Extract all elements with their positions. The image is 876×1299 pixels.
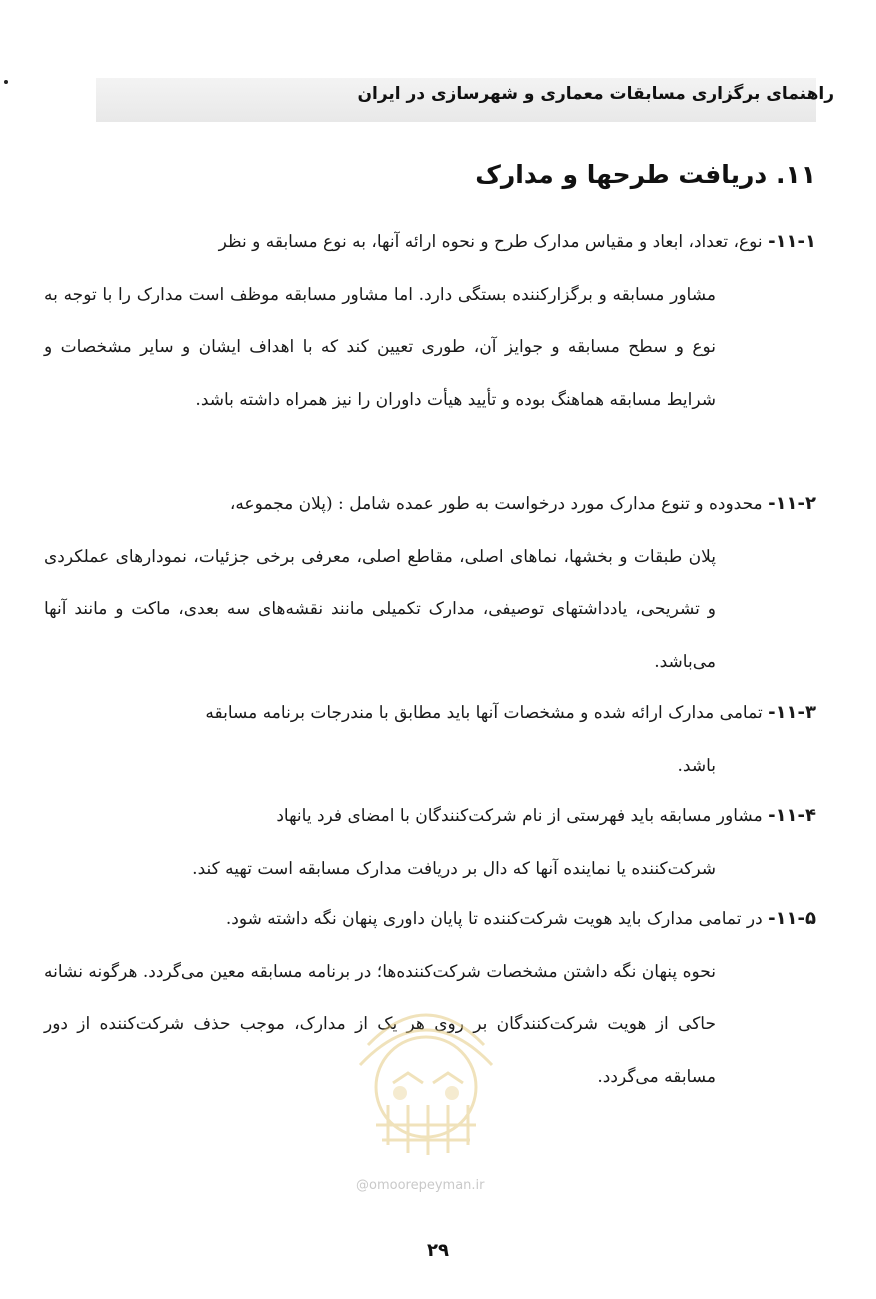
watermark-logo	[338, 975, 514, 1165]
clause-number: ۱۱-۵-	[768, 908, 816, 929]
clause-first-line: تمامی مدارک ارائه شده و مشخصات آنها باید مطابق با مندرجات برنامه مسابقه	[205, 703, 769, 723]
clause-text	[44, 687, 816, 792]
clause-11-4	[44, 790, 816, 895]
clause-continuation: باشد.	[677, 755, 716, 776]
clause-first-line: مشاور مسابقه باید فهرستی از نام شرکت‌کنندگان با امضای فرد یانهاد	[276, 806, 769, 826]
clause-text	[44, 790, 816, 895]
watermark-site: @omoorepeyman.ir	[356, 1178, 485, 1193]
clause-continuation: نحوه پنهان نگه داشتن مشخصات شرکت‌کننده‌ها؛ در برنامه مسابقه معین می‌گردد. هرگونه نشانه حاکی از هویت شرکت‌کنندگان بر روی هر یک از مدارک، موجب حذف شرکت‌کننده از دور مسابقه می‌گردد.	[44, 961, 716, 1087]
clause-text	[44, 478, 816, 688]
clause-11-2	[44, 478, 816, 688]
clause-11-1	[44, 216, 816, 426]
clause-number: ۱۱-۴-	[768, 805, 816, 826]
running-header: راهنمای برگزاری مسابقات معماری و شهرسازی در ایران	[357, 84, 834, 104]
clause-first-line: نوع، تعداد، ابعاد و مقیاس مدارک طرح و نحوه ارائه آنها، به نوع مسابقه و نظر	[218, 232, 769, 252]
clause-text	[44, 216, 816, 426]
clause-11-3	[44, 687, 816, 792]
clause-continuation: شرکت‌کننده یا نماینده آنها که دال بر دریافت مدارک مسابقه است تهیه کند.	[192, 858, 716, 879]
page-number: ۲۹	[427, 1240, 449, 1261]
section-title: ۱۱. دریافت طرحها و مدارک	[475, 160, 816, 189]
clause-number: ۱۱-۳-	[768, 702, 816, 723]
clause-continuation: مشاور مسابقه و برگزارکننده بستگی دارد. اما مشاور مسابقه موظف است مدارک را با توجه به نوع و سطح مسابقه و جوایز آن، طوری تعیین کند که با اهداف ایشان و سایر مشخصات و شرایط مسابقه هماهنگ بوده و تأیید هیأت داوران را نیز همراه داشته باشد.	[44, 284, 716, 410]
clause-number: ۱۱-۲-	[768, 493, 816, 514]
scan-speck	[4, 80, 8, 84]
clause-first-line: در تمامی مدارک باید هویت شرکت‌کننده تا پایان داوری پنهان نگه داشته شود.	[225, 909, 769, 929]
clause-continuation: پلان طبقات و بخشها، نماهای اصلی، مقاطع اصلی، معرفی برخی جزئیات، نمودارهای عملکردی و تشریحی، یادداشتهای توصیفی، مدارک تکمیلی مانند نقشه‌های سه بعدی، ماکت و مانند آنها می‌باشد.	[44, 546, 716, 672]
clause-first-line: محدوده و تنوع مدارک مورد درخواست به طور عمده شامل : (پلان مجموعه،	[229, 494, 769, 514]
clause-number: ۱۱-۱-	[768, 231, 816, 252]
